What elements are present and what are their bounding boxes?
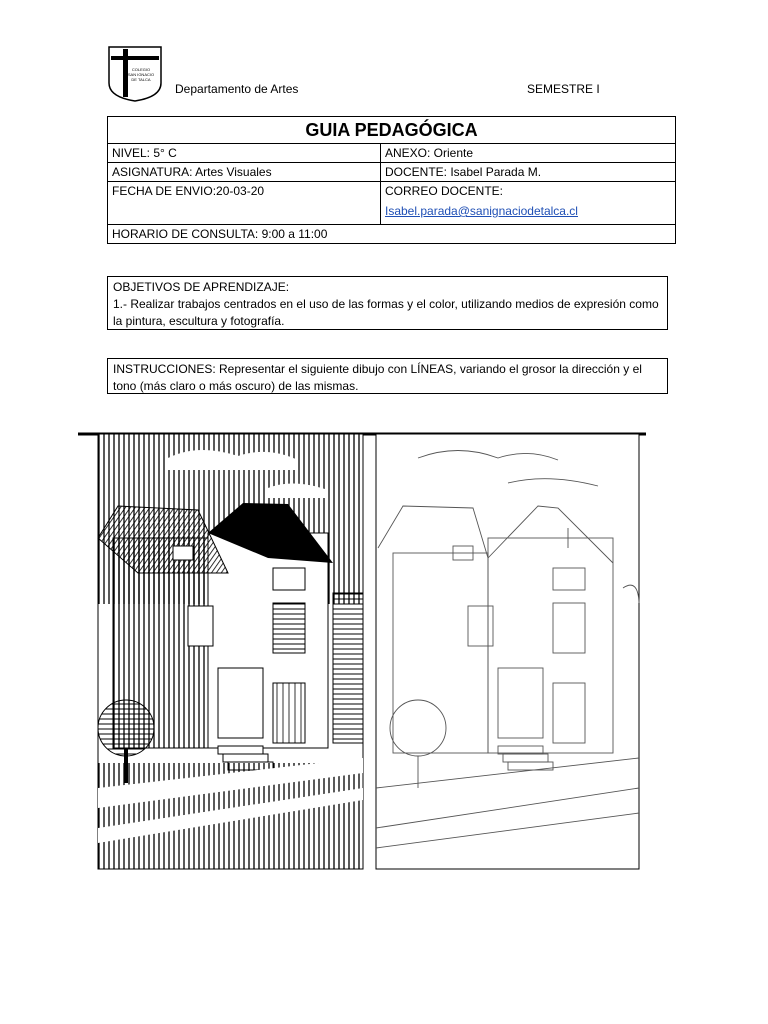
objectives-text: 1.- Realizar trabajos centrados en el uso de las formas y el color, utilizando medios de expresión como la pintura, escultura y fotografía. (113, 297, 659, 328)
instructions-box (107, 358, 668, 394)
svg-text:COLEGIO: COLEGIO (131, 67, 151, 72)
horario-cell: HORARIO DE CONSULTA: 9:00 a 11:00 (108, 225, 676, 244)
department-label: Departamento de Artes (175, 82, 299, 96)
anexo-cell: ANEXO: Oriente (381, 144, 676, 163)
svg-text:SAN IGNACIO: SAN IGNACIO (127, 72, 155, 77)
correo-label: CORREO DOCENTE: (385, 184, 504, 198)
docente-cell: DOCENTE: Isabel Parada M. (381, 163, 676, 182)
objectives-title: OBJETIVOS DE APRENDIZAJE: (113, 280, 290, 294)
svg-text:DE TALCA: DE TALCA (131, 77, 151, 82)
nivel-cell: NIVEL: 5° C (108, 144, 381, 163)
asignatura-cell: ASIGNATURA: Artes Visuales (108, 163, 381, 182)
semester-label: SEMESTRE I (527, 82, 600, 96)
instructions-text: INSTRUCCIONES: Representar el siguiente dibujo con LÍNEAS, variando el grosor la dirección y el tono (más claro o más oscuro) de las mismas. (113, 362, 642, 393)
objectives-box (107, 276, 668, 330)
school-crest-logo (107, 45, 163, 103)
document-title: GUIA PEDAGÓGICA (108, 117, 676, 144)
fecha-cell: FECHA DE ENVIO:20-03-20 (108, 182, 381, 225)
house-drawing-image (78, 428, 648, 873)
info-table (107, 116, 676, 244)
correo-cell (381, 182, 676, 225)
teacher-email-link[interactable]: Isabel.parada@sanignaciodetalca.cl (385, 204, 578, 218)
